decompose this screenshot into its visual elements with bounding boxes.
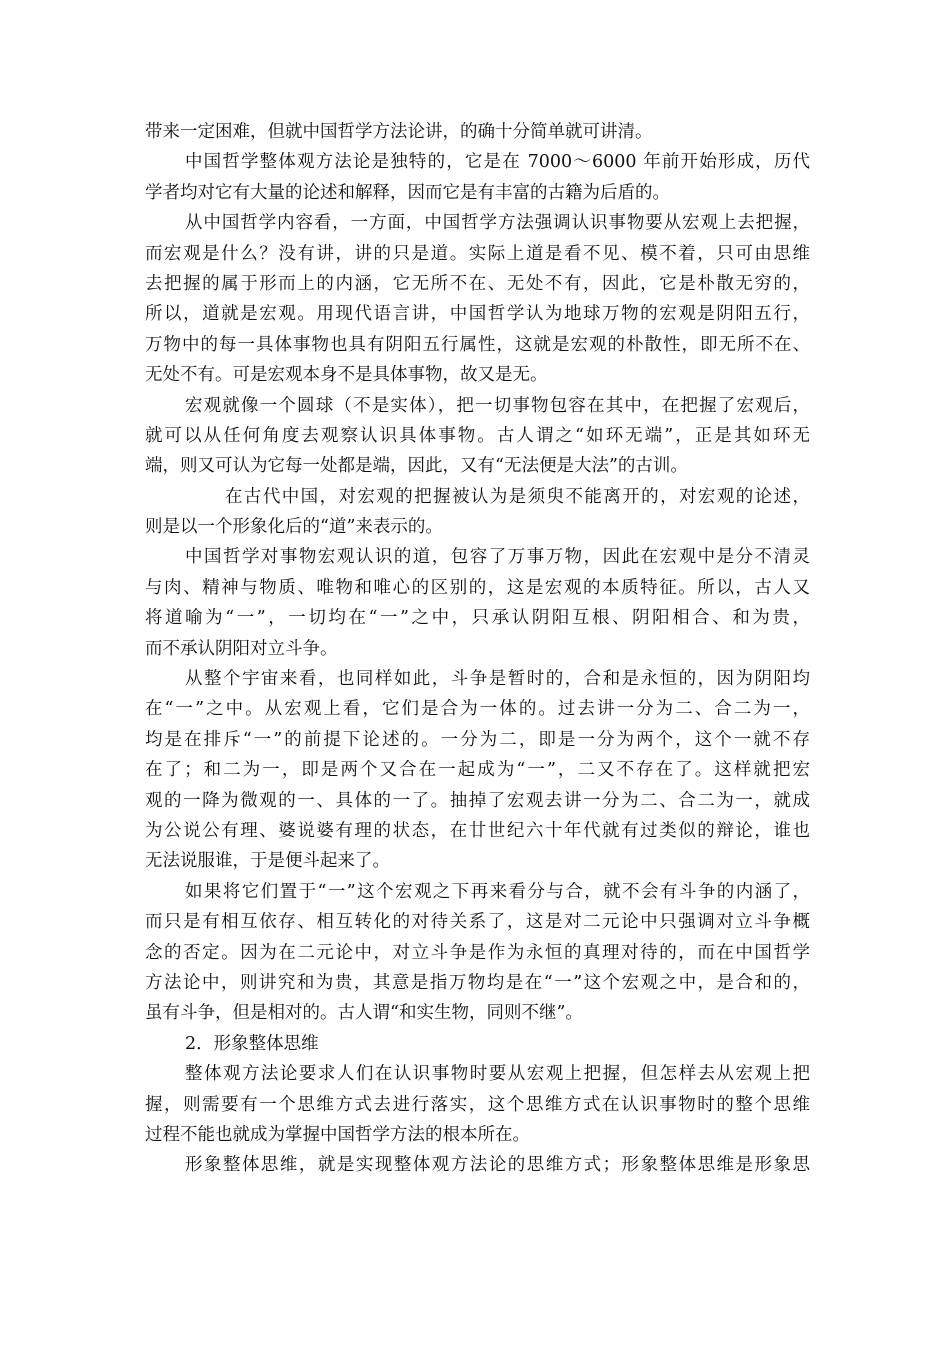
text-line: 而只是有相互依存、相互转化的对待关系了，这是对二元论中只强调对立斗争概 (145, 912, 810, 933)
text-line: 而不承认阴阳对立斗争。 (145, 638, 338, 659)
text-line: 学者均对它有大量的论述和解释，因而它是有丰富的古籍为后盾的。 (145, 182, 670, 203)
text-line: 观的一降为微观的一、具体的一了。抽掉了宏观去讲一分为二、合二为一，就成 (145, 790, 810, 811)
text-line: 带来一定困难，但就中国哲学方法论讲，的确十分简单就可讲清。 (145, 122, 653, 142)
text-line: 握，则需要有一个思维方式去进行落实，这个思维方式在认识事物时的整个思维 (145, 1094, 810, 1115)
text-line: 过程不能也就成为掌握中国哲学方法的根本所在。 (145, 1124, 530, 1145)
text-line: 在了；和二为一，即是两个又合在一起成为“一”，二又不存在了。这样就把宏 (145, 760, 810, 781)
text-line: 而宏观是什么？没有讲，讲的只是道。实际上道是看不见、模不着，只可由思维 (145, 243, 810, 264)
body-text (145, 117, 810, 1181)
text-line: 万物中的每一具体事物也具有阴阳五行属性，这就是宏观的朴散性，即无所不在、 (145, 334, 810, 355)
text-line: 从中国哲学内容看，一方面，中国哲学方法强调认识事物要从宏观上去把握， (185, 213, 810, 234)
text-line: 2．形象整体思维 (185, 1033, 319, 1054)
text-line: 则是以一个形象化后的“道”来表示的。 (145, 517, 443, 538)
text-line: 方法论中，则讲究和为贵，其意是指万物均是在“一”这个宏观之中，是合和的， (145, 972, 810, 993)
text-line: 无法说服谁，于是便斗起来了。 (145, 851, 390, 872)
text-line: 与肉、精神与物质、唯物和唯心的区别的，这是宏观的本质特征。所以，古人又 (145, 577, 810, 598)
text-line: 所以，道就是宏观。用现代语言讲，中国哲学认为地球万物的宏观是阴阳五行， (145, 304, 810, 325)
text-line: 将道喻为“一”，一切均在“一”之中，只承认阴阳互根、阴阳相合、和为贵， (145, 608, 810, 629)
text-line: 均是在排斥“一”的前提下论述的。一分为二，即是一分为两个，这个一就不存 (145, 729, 810, 750)
text-line: 中国哲学对事物宏观认识的道，包容了万事万物，因此在宏观中是分不清灵 (185, 547, 810, 568)
text-line: 从整个宇宙来看，也同样如此，斗争是暂时的，合和是永恒的，因为阴阳均 (185, 669, 810, 690)
text-line: 如果将它们置于“一”这个宏观之下再来看分与合，就不会有斗争的内涵了， (185, 881, 810, 902)
text-line: 在“一”之中。从宏观上看，它们是合为一体的。过去讲一分为二、合二为一， (145, 699, 810, 720)
text-line: 形象整体思维，就是实现整体观方法论的思维方式；形象整体思维是形象思 (185, 1155, 810, 1176)
text-line: 整体观方法论要求人们在认识事物时要从宏观上把握，但怎样去从宏观上把 (185, 1064, 810, 1085)
text-line: 在古代中国，对宏观的把握被认为是须臾不能离开的，对宏观的论述， (225, 486, 810, 507)
text-line: 宏观就像一个圆球（不是实体），把一切事物包容在其中，在把握了宏观后， (185, 395, 810, 416)
text-line: 去把握的属于形而上的内涵，它无所不在、无处不有，因此，它是朴散无穷的， (145, 273, 810, 294)
text-line: 中国哲学整体观方法论是独特的，它是在 7000～6000 年前开始形成，历代 (185, 152, 810, 173)
text-line: 就可以从任何角度去观察认识具体事物。古人谓之“如环无端”，正是其如环无 (145, 425, 810, 446)
text-line: 无处不有。可是宏观本身不是具体事物，故又是无。 (145, 365, 548, 386)
text-line: 端，则又可认为它每一处都是端，因此，又有“无法便是大法”的古训。 (145, 456, 688, 477)
text-line: 为公说公有理、婆说婆有理的状态，在廿世纪六十年代就有过类似的辩论，谁也 (145, 820, 810, 841)
text-line: 念的否定。因为在二元论中，对立斗争是作为永恒的真理对待的，而在中国哲学 (145, 942, 810, 963)
text-line: 虽有斗争，但是相对的。古人谓“和实生物，同则不继”。 (145, 1003, 583, 1024)
